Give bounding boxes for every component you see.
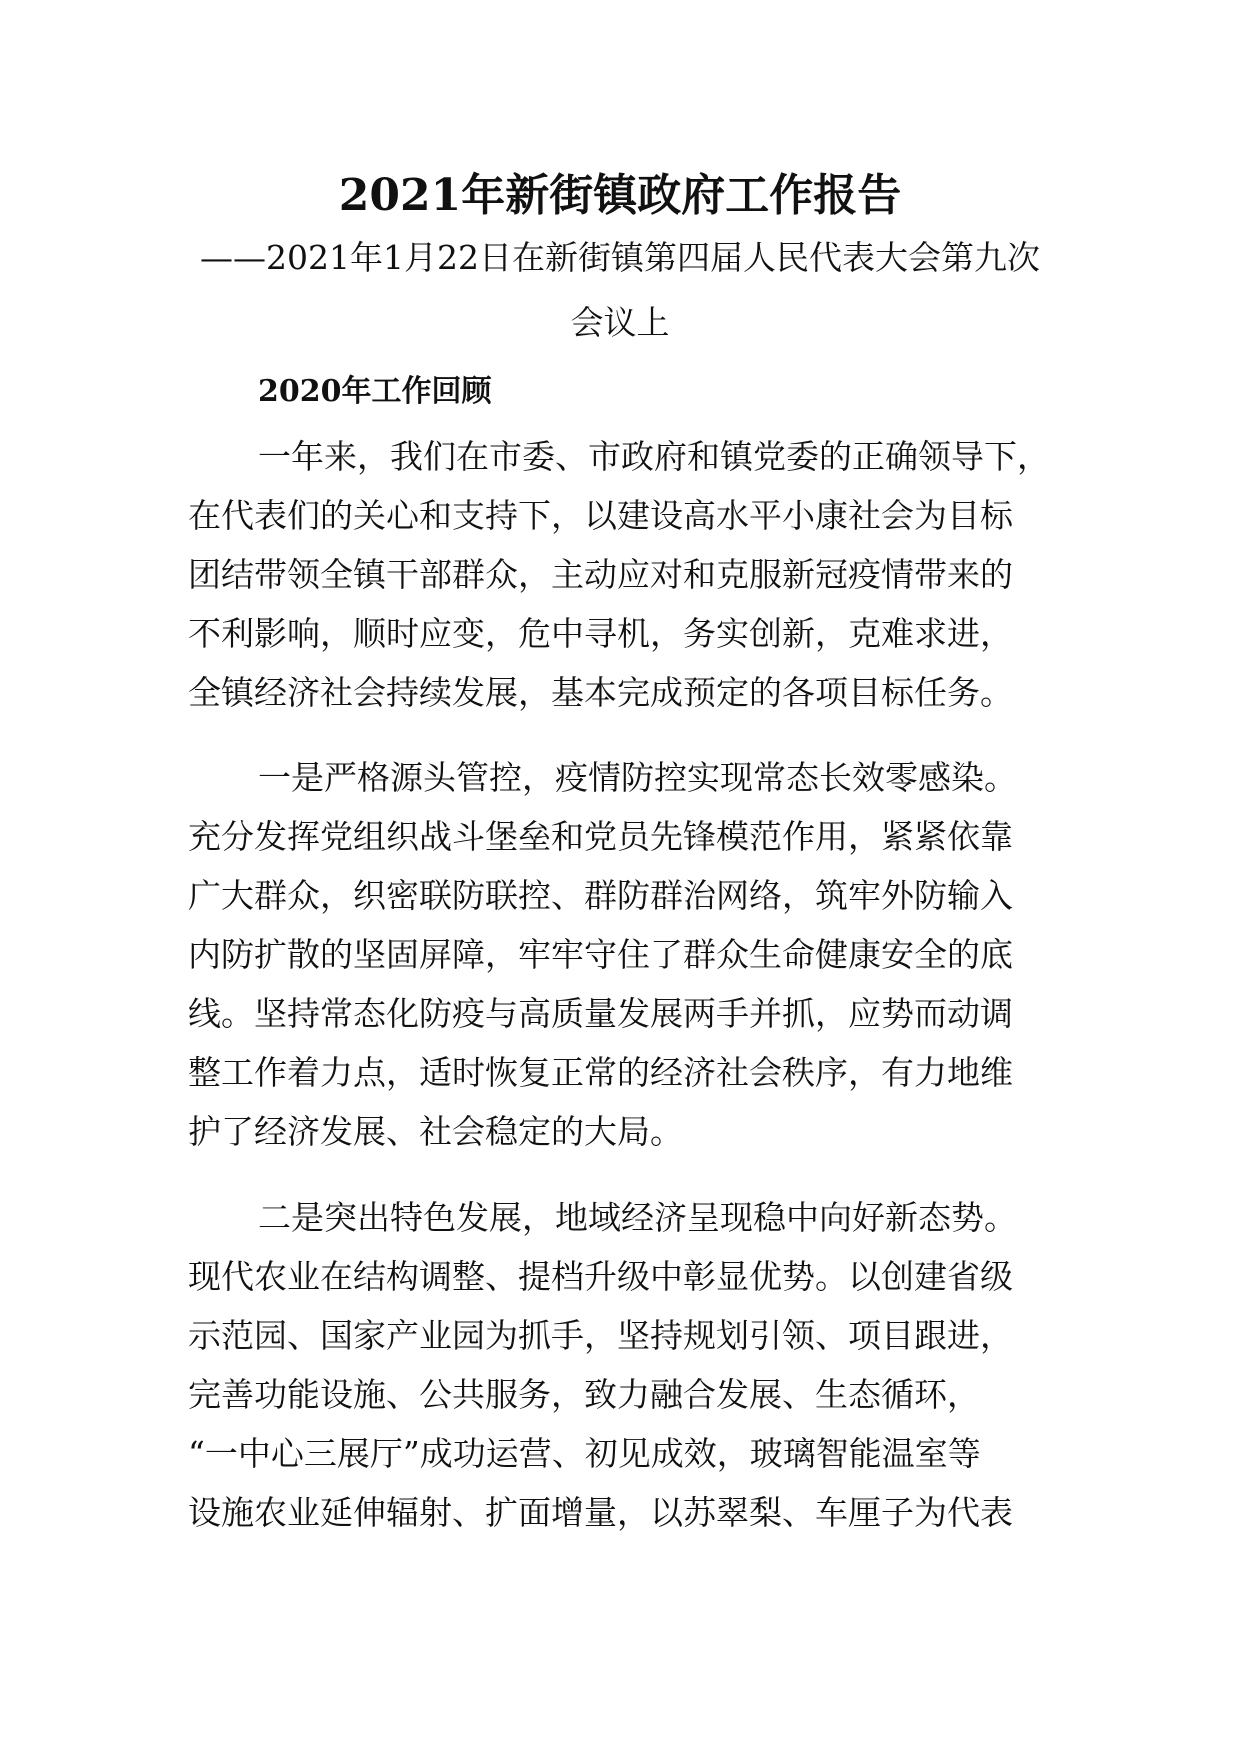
section-heading: 2020年工作回顾: [258, 374, 492, 409]
body-line: 设施农业延伸辐射、扩面增量，以苏翠梨、车厘子为代表: [188, 1493, 1013, 1532]
body-line: 示范园、国家产业园为抓手，坚持规划引领、项目跟进，: [188, 1316, 1013, 1355]
body-line: 内防扩散的坚固屏障，牢牢守住了群众生命健康安全的底: [188, 935, 1013, 974]
body-line: 充分发挥党组织战斗堡垒和党员先锋模范作用，紧紧依靠: [188, 817, 1013, 856]
body-line: “一中心三展厅”成功运营、初见成效，玻璃智能温室等: [188, 1434, 981, 1473]
body-line: 不利影响，顺时应变，危中寻机，务实创新，克难求进，: [188, 614, 1013, 653]
body-line: 二是突出特色发展，地域经济呈现稳中向好新态势。: [258, 1198, 1017, 1237]
document-title: 2021年新街镇政府工作报告: [338, 170, 902, 221]
body-line: 完善功能设施、公共服务，致力融合发展、生态循环，: [188, 1375, 980, 1414]
body-line: 线。坚持常态化防疫与高质量发展两手并抓，应势而动调: [188, 994, 1013, 1033]
body-line: 全镇经济社会持续发展，基本完成预定的各项目标任务。: [188, 673, 1013, 712]
body-line: 在代表们的关心和支持下，以建设高水平小康社会为目标: [188, 496, 1013, 535]
document-subtitle-line-2: 会议上: [570, 303, 670, 342]
document-subtitle-line-1: ——2021年1月22日在新街镇第四届人民代表大会第九次: [200, 238, 1040, 277]
body-line: 整工作着力点，适时恢复正常的经济社会秩序，有力地维: [188, 1053, 1013, 1092]
body-line: 广大群众，织密联防联控、群防群治网络，筑牢外防输入: [188, 876, 1013, 915]
body-line: 一年来，我们在市委、市政府和镇党委的正确领导下，: [258, 437, 1050, 476]
body-line: 一是严格源头管控，疫情防控实现常态长效零感染。: [258, 758, 1017, 797]
body-line: 团结带领全镇干部群众，主动应对和克服新冠疫情带来的: [188, 555, 1013, 594]
body-line: 现代农业在结构调整、提档升级中彰显优势。以创建省级: [188, 1257, 1013, 1296]
body-line: 护了经济发展、社会稳定的大局。: [188, 1112, 683, 1151]
